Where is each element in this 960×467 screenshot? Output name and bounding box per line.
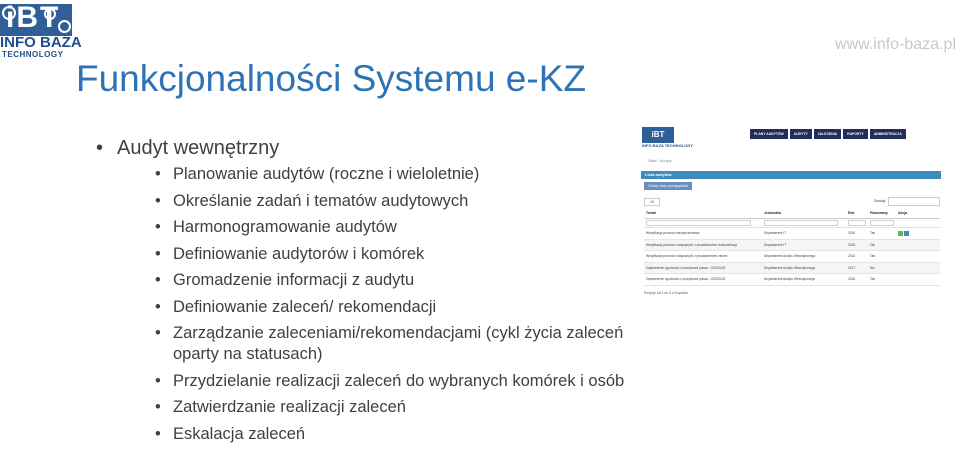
sub-list-item: • Definiowanie zaleceń/ rekomendacji	[173, 297, 627, 318]
cell-akcja	[896, 262, 940, 274]
table-row[interactable]	[644, 274, 940, 286]
cell-rok: 2015	[846, 239, 868, 251]
breadcrumb: Start / Audyty	[648, 158, 672, 163]
cell-rok: 2017	[846, 262, 868, 274]
page-size-select[interactable]: 10	[644, 198, 660, 206]
table-row[interactable]	[644, 239, 940, 251]
cell-planowany: Nie	[868, 262, 896, 274]
filter-input[interactable]	[870, 220, 894, 226]
sub-list	[117, 164, 627, 445]
filter-input[interactable]	[646, 220, 751, 226]
table-row[interactable]	[644, 262, 940, 274]
cell-planowany: Tak	[868, 228, 896, 240]
add-audit-button[interactable]: Dodaj nowy przeglądarki	[644, 182, 692, 190]
column-header-akcja: Akcja	[896, 208, 940, 219]
nav-administracja[interactable]: ADMINISTRACJA	[870, 129, 906, 139]
cell-jednostka: Departament Audytu Wewnętrznego	[762, 262, 846, 274]
filter-input[interactable]	[764, 220, 838, 226]
sub-list-item: • Zarządzanie zaleceniami/rekomendacjami (cykl życia zaleceń oparty na statusach)	[173, 323, 627, 365]
sub-list-item: • Harmonogramowanie audytów	[173, 217, 627, 238]
cell-planowany: Tak	[868, 239, 896, 251]
cell-akcja	[896, 274, 940, 286]
feature-list	[117, 136, 627, 450]
cell-rok: 2016	[846, 274, 868, 286]
sub-list-item: • Zatwierdzanie realizacji zaleceń	[173, 397, 627, 418]
edit-icon[interactable]	[898, 231, 903, 236]
column-header-temat[interactable]: Temat	[644, 208, 762, 219]
logo-mark	[0, 1, 72, 36]
sub-list-item: • Przydzielanie realizacji zaleceń do wybranych komórek i osób	[173, 371, 627, 392]
cell-temat: Zapewnienie zgodności z przepisami prawa - GODO/UE	[644, 274, 762, 286]
logo-line-1: INFO BAZA	[0, 34, 82, 51]
cell-temat: Zapewnienie zgodności z przepisami prawa - GODO/UE	[644, 262, 762, 274]
search-label: Szukaj:	[874, 199, 886, 203]
list-item-label: Audyt wewnętrzny	[117, 137, 280, 159]
sub-list-item: • Gromadzenie informacji z audytu	[173, 270, 627, 291]
cell-planowany: Tak	[868, 274, 896, 286]
panel-title: Lista audytów	[641, 171, 941, 179]
nav-plany-audytow[interactable]: PLANY AUDYTÓW	[750, 129, 788, 139]
cell-planowany: Tak	[868, 251, 896, 263]
cell-jednostka: Departament IT	[762, 239, 846, 251]
sub-list-item: • Planowanie audytów (roczne i wieloletnie)	[173, 164, 627, 185]
filter-row	[644, 219, 940, 228]
nav-raporty[interactable]: RAPORTY	[843, 129, 868, 139]
nav-zalecenia[interactable]: ZALECENIA	[814, 129, 841, 139]
column-header-planowany[interactable]: Planowany	[868, 208, 896, 219]
table-row[interactable]	[644, 251, 940, 263]
app-topbar	[638, 125, 944, 148]
app-nav	[750, 129, 906, 139]
cell-temat: Weryfikacja procedur związanych z prowadzeniem dokumentacji	[644, 239, 762, 251]
list-item	[117, 136, 627, 445]
app-logo: iBT	[642, 127, 674, 143]
cell-jednostka: Departament Audytu Wewnętrznego	[762, 251, 846, 263]
cell-akcja	[896, 251, 940, 263]
sub-list-item: • Eskalacja zaleceń	[173, 424, 627, 445]
sub-list-item: • Definiowanie audytorów i komórek	[173, 244, 627, 265]
column-header-jednostka[interactable]: Jednostka	[762, 208, 846, 219]
website-url: www.info-baza.pl	[835, 36, 956, 53]
table-row[interactable]	[644, 228, 940, 240]
cell-temat: Weryfikacja procedur bezpieczeństwa	[644, 228, 762, 240]
audit-table	[644, 208, 940, 286]
sub-list-item: • Określanie zadań i tematów audytowych	[173, 191, 627, 212]
cell-akcja	[896, 239, 940, 251]
logo-mark-text: iBT	[6, 1, 61, 34]
app-screenshot	[638, 125, 944, 300]
filter-input[interactable]	[848, 220, 866, 226]
cell-jednostka: Departament IT	[762, 228, 846, 240]
column-header-rok[interactable]: Rok	[846, 208, 868, 219]
nav-audyty[interactable]: AUDYTY	[790, 129, 812, 139]
logo-line-2: TECHNOLOGY	[2, 50, 64, 59]
slide-title: Funkcjonalności Systemu e-KZ	[76, 58, 586, 99]
table-info: Pozycje od 1 do 5 z 5 łącznie	[644, 291, 688, 295]
cell-rok: 2016	[846, 228, 868, 240]
app-logo-subtitle: INFO BAZA TECHNOLOGY	[642, 143, 693, 148]
cell-jednostka: Departament Audytu Wewnętrznego	[762, 274, 846, 286]
view-icon[interactable]	[904, 231, 909, 236]
cell-akcja	[896, 228, 940, 240]
cell-temat: Weryfikacja procedur związanych z prowadzeniem zleceń	[644, 251, 762, 263]
cell-rok: 2016	[846, 251, 868, 263]
company-logo	[0, 0, 80, 60]
search-input[interactable]	[888, 197, 940, 206]
